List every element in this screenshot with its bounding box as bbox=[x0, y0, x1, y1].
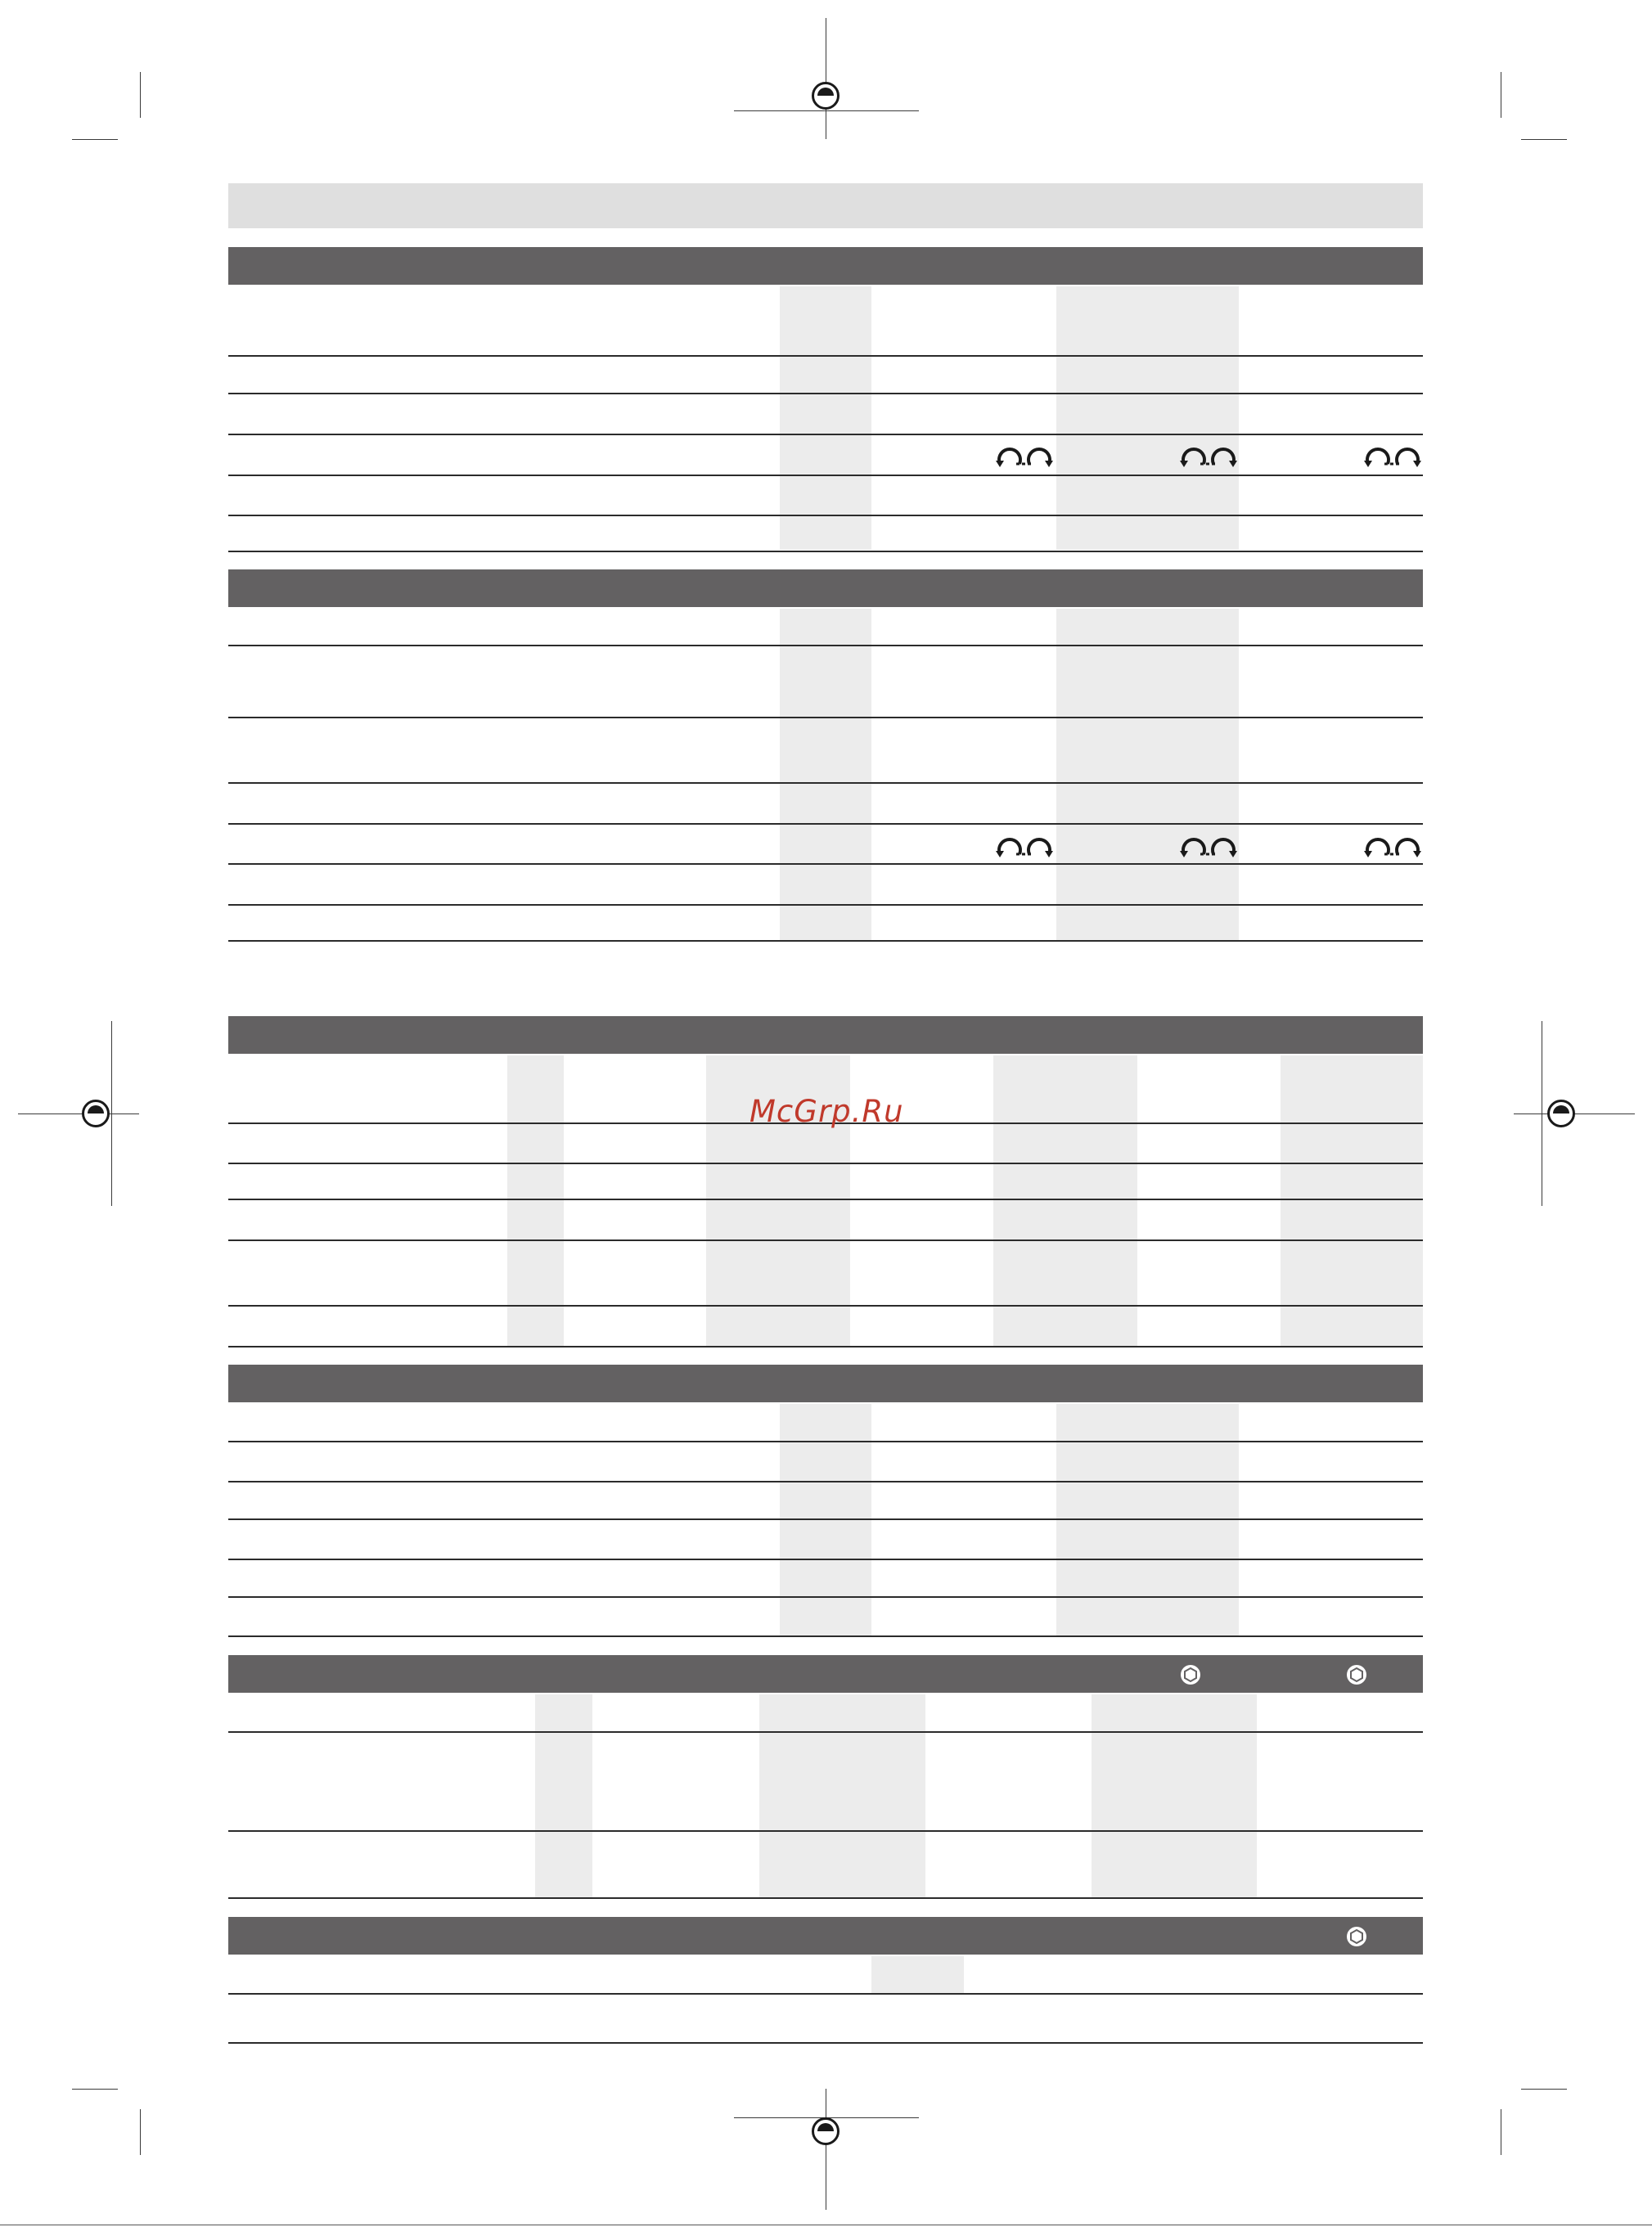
row-divider bbox=[228, 1481, 1423, 1482]
row-divider bbox=[228, 863, 1423, 865]
registration-mark-icon bbox=[1547, 1100, 1575, 1127]
row-divider bbox=[228, 2042, 1423, 2044]
registration-mark-icon bbox=[82, 1100, 110, 1127]
crop-mark bbox=[140, 2109, 141, 2155]
row-divider bbox=[228, 1635, 1423, 1637]
rotation-direction-icon bbox=[1179, 441, 1238, 470]
row-divider bbox=[228, 1830, 1423, 1832]
shaded-column bbox=[1092, 1694, 1257, 1897]
shaded-column bbox=[780, 286, 871, 550]
row-divider bbox=[228, 1441, 1423, 1442]
hex-shank-icon bbox=[1180, 1664, 1201, 1685]
crop-mark bbox=[734, 110, 919, 111]
row-divider bbox=[228, 1163, 1423, 1164]
table-header-bar bbox=[228, 1365, 1423, 1402]
table-header-bar bbox=[228, 247, 1423, 285]
watermark-text: McGrp.Ru bbox=[749, 1094, 904, 1129]
shaded-column bbox=[780, 609, 871, 940]
shaded-column bbox=[535, 1694, 592, 1897]
table-header-bar bbox=[228, 1655, 1423, 1693]
row-divider bbox=[228, 782, 1423, 784]
rotation-direction-icon bbox=[1363, 441, 1422, 470]
crop-mark bbox=[72, 139, 118, 140]
shaded-column bbox=[871, 1956, 964, 1993]
row-divider bbox=[228, 1199, 1423, 1200]
row-divider bbox=[228, 904, 1423, 906]
row-divider bbox=[228, 940, 1423, 942]
row-divider bbox=[228, 1518, 1423, 1520]
row-divider bbox=[228, 434, 1423, 435]
row-divider bbox=[228, 1346, 1423, 1347]
registration-mark-icon bbox=[812, 2117, 840, 2145]
row-divider bbox=[228, 823, 1423, 825]
rotation-direction-icon bbox=[1363, 831, 1422, 861]
row-divider bbox=[228, 1993, 1423, 1995]
shaded-column bbox=[1056, 286, 1239, 550]
crop-mark bbox=[1521, 139, 1567, 140]
table-header-bar bbox=[228, 1917, 1423, 1955]
crop-mark bbox=[140, 72, 141, 118]
hex-shank-icon bbox=[1346, 1664, 1367, 1685]
hex-shank-icon bbox=[1346, 1926, 1367, 1947]
row-divider bbox=[228, 1305, 1423, 1307]
crop-mark bbox=[1521, 2089, 1567, 2090]
title-band bbox=[228, 183, 1423, 228]
row-divider bbox=[228, 393, 1423, 394]
shaded-column bbox=[1281, 1055, 1423, 1346]
rotation-direction-icon bbox=[1179, 831, 1238, 861]
rotation-direction-icon bbox=[995, 831, 1054, 861]
table-header-bar bbox=[228, 1016, 1423, 1054]
row-divider bbox=[228, 475, 1423, 476]
registration-mark-icon bbox=[812, 82, 840, 110]
row-divider bbox=[228, 1897, 1423, 1899]
row-divider bbox=[228, 515, 1423, 516]
table-header-bar bbox=[228, 569, 1423, 607]
shaded-column bbox=[1056, 609, 1239, 940]
row-divider bbox=[228, 645, 1423, 646]
rotation-direction-icon bbox=[995, 441, 1054, 470]
row-divider bbox=[228, 1559, 1423, 1560]
row-divider bbox=[228, 1596, 1423, 1598]
shaded-column bbox=[507, 1055, 564, 1346]
crop-mark bbox=[72, 2089, 118, 2090]
shaded-column bbox=[759, 1694, 925, 1897]
row-divider bbox=[228, 1239, 1423, 1241]
row-divider bbox=[228, 551, 1423, 552]
row-divider bbox=[228, 1731, 1423, 1733]
shaded-column bbox=[993, 1055, 1137, 1346]
row-divider bbox=[228, 355, 1423, 357]
row-divider bbox=[228, 717, 1423, 718]
